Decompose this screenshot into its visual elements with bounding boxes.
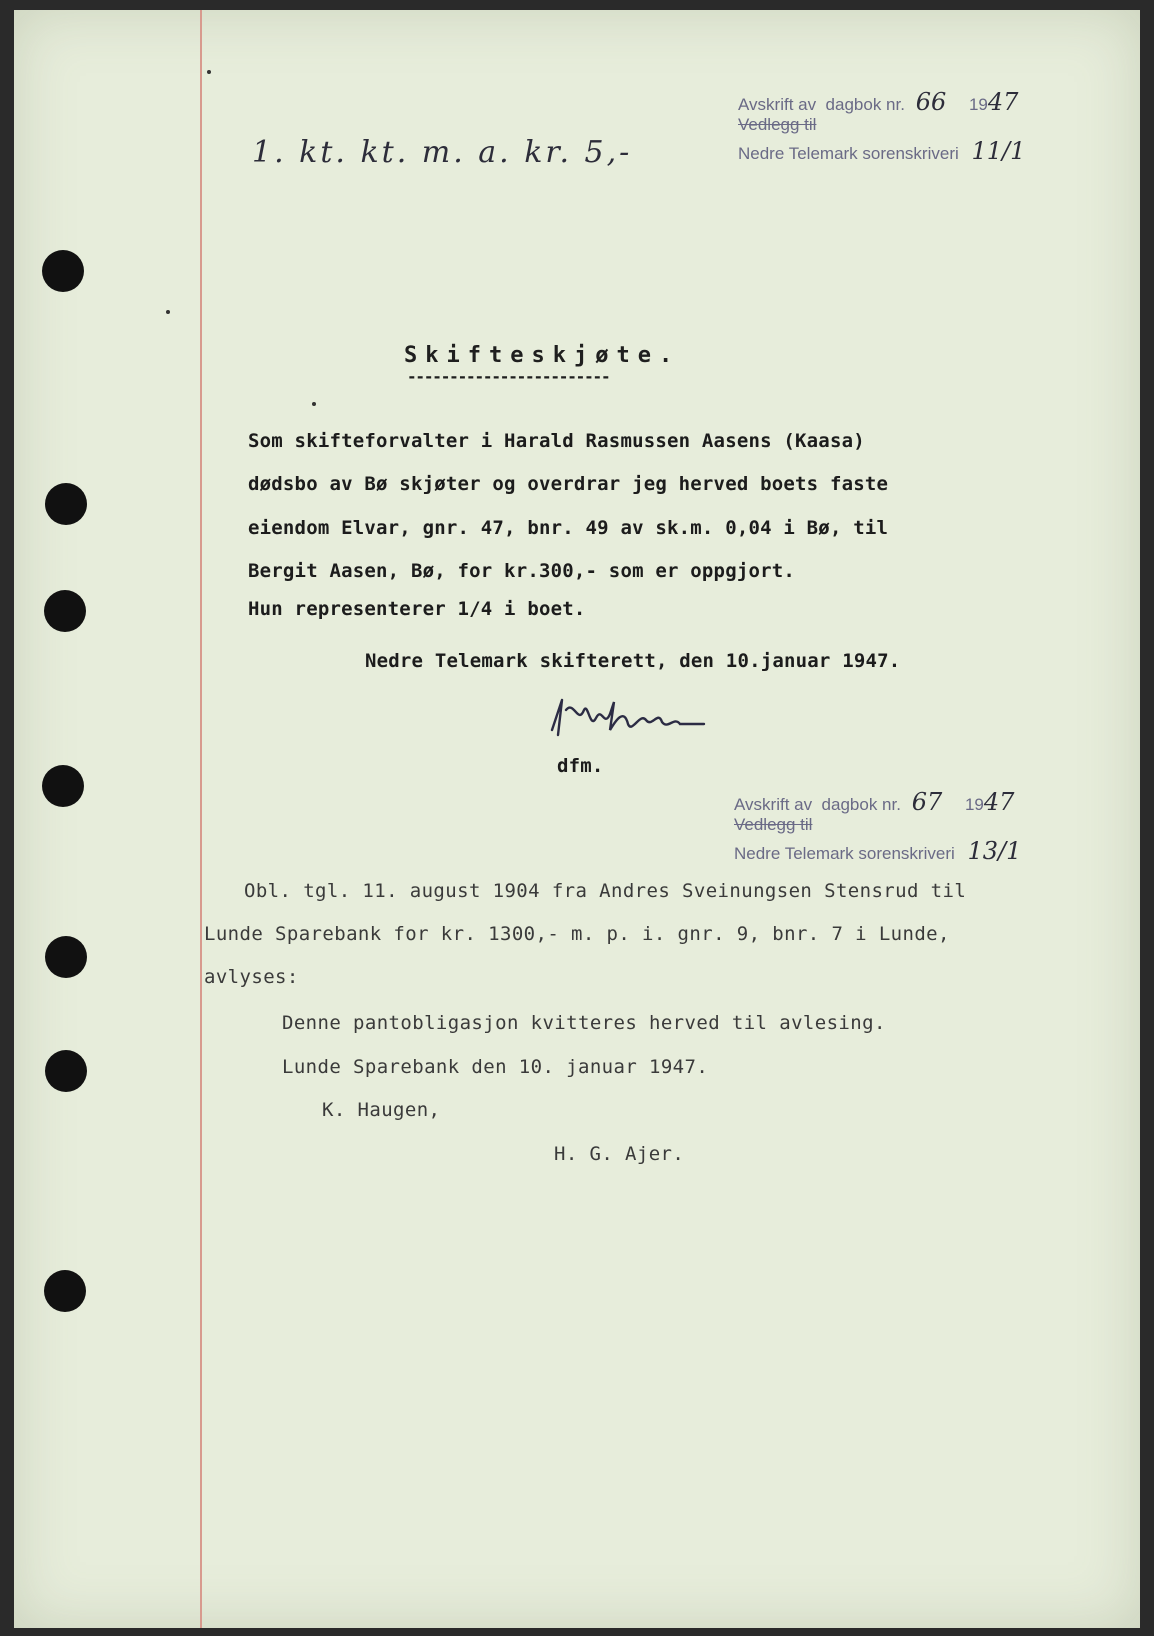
release-body: Denne pantobligasjon kvitteres herved til avlesing. — [282, 1012, 886, 1034]
document-page — [14, 10, 1140, 1628]
stamp-year-prefix: 19 — [964, 795, 984, 814]
stamp-copy-label: Avskrift av — [738, 95, 817, 114]
deed-line: Som skifteforvalter i Harald Rasmussen Aasens (Kaasa) — [248, 430, 865, 452]
deed-line: dødsbo av Bø skjøter og overdrar jeg herved boets faste — [248, 473, 889, 495]
punch-hole — [42, 765, 84, 807]
speck — [312, 402, 316, 406]
release-bank-date: Lunde Sparebank den 10. januar 1947. — [282, 1056, 709, 1078]
stamp-enclosure-label: Vedlegg til — [734, 815, 813, 834]
deed-line: eiendom Elvar, gnr. 47, bnr. 49 av sk.m. 0,04 i Bø, til — [248, 517, 889, 539]
punch-hole — [45, 936, 87, 978]
stamp-office: Nedre Telemark sorenskriveri — [738, 144, 959, 163]
margin-line — [200, 10, 202, 1628]
stamp-enclosure-label: Vedlegg til — [738, 115, 817, 134]
speck — [166, 310, 170, 314]
stamp-copy-label: Avskrift av — [734, 795, 813, 814]
punch-hole — [44, 590, 86, 632]
release-line: avlyses: — [204, 966, 299, 988]
registry-stamp — [734, 788, 1022, 865]
release-signer: H. G. Ajer. — [554, 1143, 685, 1165]
punch-hole — [45, 1050, 87, 1092]
deed-place-date: Nedre Telemark skifterett, den 10.januar 1947. — [365, 650, 901, 672]
punch-hole — [42, 250, 84, 292]
stamp-date: 13/1 — [967, 837, 1022, 865]
release-line: Obl. tgl. 11. august 1904 fra Andres Sveinungsen Stensrud til — [244, 880, 967, 902]
deed-line: Hun representerer 1/4 i boet. — [248, 598, 586, 620]
registry-stamp — [738, 88, 1026, 165]
stamp-dagbok-number: 67 — [911, 788, 943, 816]
fee-note: 1. kt. kt. m. a. kr. 5,- — [252, 135, 633, 170]
speck — [207, 70, 211, 74]
stamp-dagbok-label: dagbok nr. — [821, 795, 901, 814]
stamp-office: Nedre Telemark sorenskriveri — [734, 844, 955, 863]
stamp-dagbok-label: dagbok nr. — [825, 95, 905, 114]
heading-rule: ------------------------ — [407, 367, 610, 386]
stamp-date: 11/1 — [971, 137, 1026, 165]
release-signer: K. Haugen, — [322, 1099, 441, 1121]
deed-line: Bergit Aasen, Bø, for kr.300,- som er oppgjort. — [248, 560, 796, 582]
stamp-year-suffix: 47 — [987, 88, 1019, 116]
release-line: Lunde Sparebank for kr. 1300,- m. p. i. gnr. 9, bnr. 7 i Lunde, — [204, 923, 950, 945]
stamp-year-suffix: 47 — [983, 788, 1015, 816]
stamp-dagbok-number: 66 — [915, 88, 947, 116]
punch-hole — [45, 483, 87, 525]
punch-hole — [44, 1270, 86, 1312]
stamp-year-prefix: 19 — [968, 95, 988, 114]
signature-title: dfm. — [557, 755, 604, 777]
signature — [544, 690, 724, 750]
deed-heading: Skifteskjøte. — [404, 343, 681, 368]
